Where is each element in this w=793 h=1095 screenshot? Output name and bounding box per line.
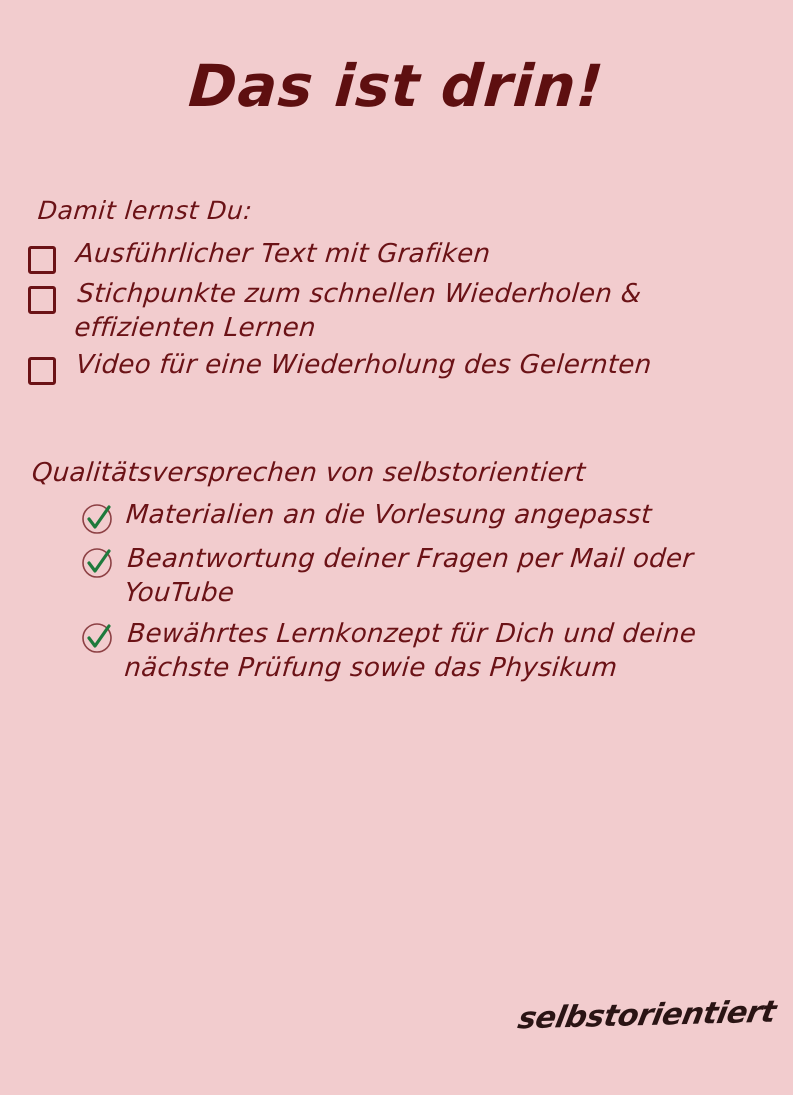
list-item bbox=[28, 278, 748, 345]
learn-checklist bbox=[28, 238, 748, 389]
promise-section-heading: Qualitätsversprechen von selbstorientiert bbox=[30, 458, 587, 488]
checked-circle-icon bbox=[80, 546, 114, 580]
brand-logo: selbstorientiert bbox=[515, 994, 779, 1037]
list-item bbox=[80, 498, 760, 536]
empty-checkbox-icon bbox=[28, 357, 56, 385]
list-item bbox=[80, 542, 760, 611]
checked-circle-icon bbox=[80, 621, 114, 655]
list-item-label: Video für eine Wiederholung des Gelernten bbox=[74, 350, 653, 381]
page-title: Das ist drin! bbox=[186, 52, 607, 120]
empty-checkbox-icon bbox=[28, 246, 56, 274]
list-item-label: Bewährtes Lernkonzept für Dich und deine nächste Prüfung sowie das Physikum bbox=[123, 618, 698, 683]
list-item bbox=[80, 617, 760, 686]
list-item-label: Materialien an die Vorlesung angepasst bbox=[124, 500, 653, 530]
list-item-label: Ausführlicher Text mit Grafiken bbox=[74, 239, 492, 269]
checked-circle-icon bbox=[80, 502, 114, 536]
list-item bbox=[28, 238, 748, 274]
promise-list bbox=[80, 498, 760, 691]
empty-checkbox-icon bbox=[28, 286, 56, 314]
learn-section-intro: Damit lernst Du: bbox=[36, 196, 254, 225]
list-item-label: Beantwortung deiner Fragen per Mail oder YouTube bbox=[123, 544, 695, 609]
list-item-label: Stichpunkte zum schnellen Wiederholen & effizienten Lernen bbox=[73, 279, 643, 343]
list-item bbox=[28, 349, 748, 385]
